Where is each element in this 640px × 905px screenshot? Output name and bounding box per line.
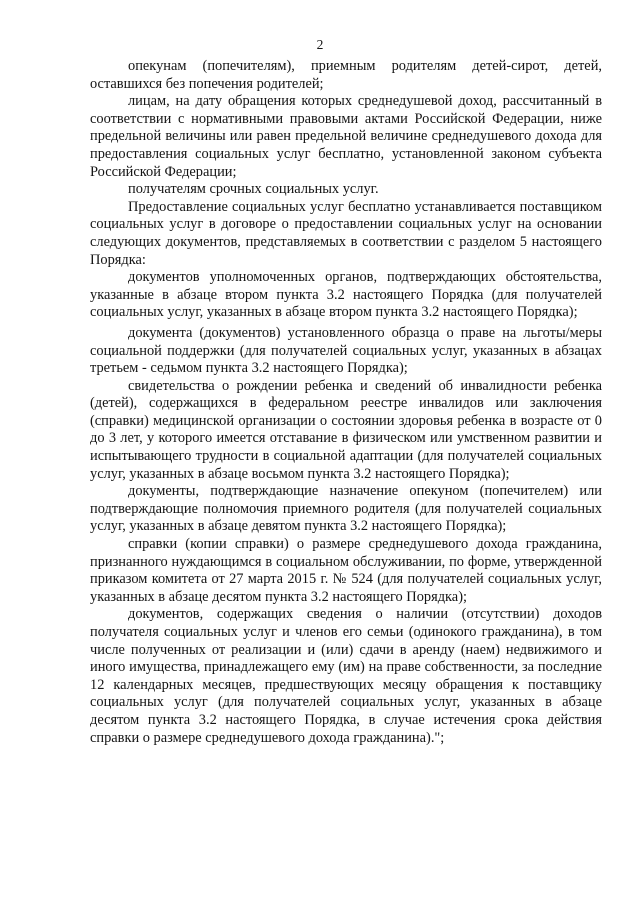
document-body bbox=[90, 58, 602, 747]
paragraph: Предоставление социальных услуг бесплатно устанавливается поставщиком социальных услуг в договоре о предоставлении социальных услуг на основании следующих документов, представляемых в соответствии с разделом 5 настоящего Порядка: bbox=[90, 198, 602, 268]
page-number: 2 bbox=[316, 37, 324, 52]
paragraph: опекунам (попечителям), приемным родителям детей-сирот, детей, оставшихся без попечения родителей; bbox=[90, 58, 602, 92]
paragraph: справки (копии справки) о размере среднедушевого дохода гражданина, признанного нуждающимся в социальном обслуживании, по форме, утвержденной приказом комитета от 27 марта 2015 г. № 524 (для получателей социальных услуг, указанных в абзаце десятом пункта 3.2 настоящего Порядка); bbox=[90, 536, 602, 605]
paragraph: документы, подтверждающие назначение опекуном (попечителем) или подтверждающие полномочия приемного родителя (для получателей социальных услуг, указанных в абзаце девятом пункта 3.2 настоящего Порядка); bbox=[90, 483, 602, 535]
paragraph: лицам, на дату обращения которых среднедушевой доход, рассчитанный в соответствии с нормативными правовыми актами Российской Федерации, ниже предельной величины или равен предельной величине среднедушевого дохода для предоставления социальных услуг бесплатно, установленной законом субъекта Российской Федерации; bbox=[90, 93, 602, 180]
paragraph: документов, содержащих сведения о наличии (отсутствии) доходов получателя социальных услуг и членов его семьи (одинокого гражданина), в том числе полученных от реализации и (или) сдачи в аренду (наем) недвижимого и иного имущества, принадлежащего ему (им) на праве собственности, за последние 12 календарных месяцев, предшествующих месяцу обращения к поставщику социальных услуг (для получателей социальных услуг, указанных в абзаце десятом пункта 3.2 настоящего Порядка, в случае истечения срока действия справки о размере среднедушевого дохода гражданина)."; bbox=[90, 606, 602, 746]
paragraph: документа (документов) установленного образца о праве на льготы/меры социальной поддержки (для получателей социальных услуг, указанных в абзацах третьем - седьмом пункта 3.2 настоящего Порядка); bbox=[90, 324, 602, 377]
paragraph: получателям срочных социальных услуг. bbox=[128, 181, 379, 198]
paragraph: документов уполномоченных органов, подтверждающих обстоятельства, указанные в абзаце втором пункта 3.2 настоящего Порядка (для получателей социальных услуг, указанных в абзаце втором пункта 3.2 настоящего Порядка); bbox=[90, 269, 602, 321]
paragraph: свидетельства о рождении ребенка и сведений об инвалидности ребенка (детей), содержащихся в федеральном реестре инвалидов или заключения (справки) медицинской организации о состоянии здоровья ребенка в возрасте от 0 до 3 лет, у которого имеется отставание в физическом или умственном развитии и испытывающего трудности в социальной адаптации (для получателей социальных услуг, указанных в абзаце восьмом пункта 3.2 настоящего Порядка); bbox=[90, 377, 602, 482]
